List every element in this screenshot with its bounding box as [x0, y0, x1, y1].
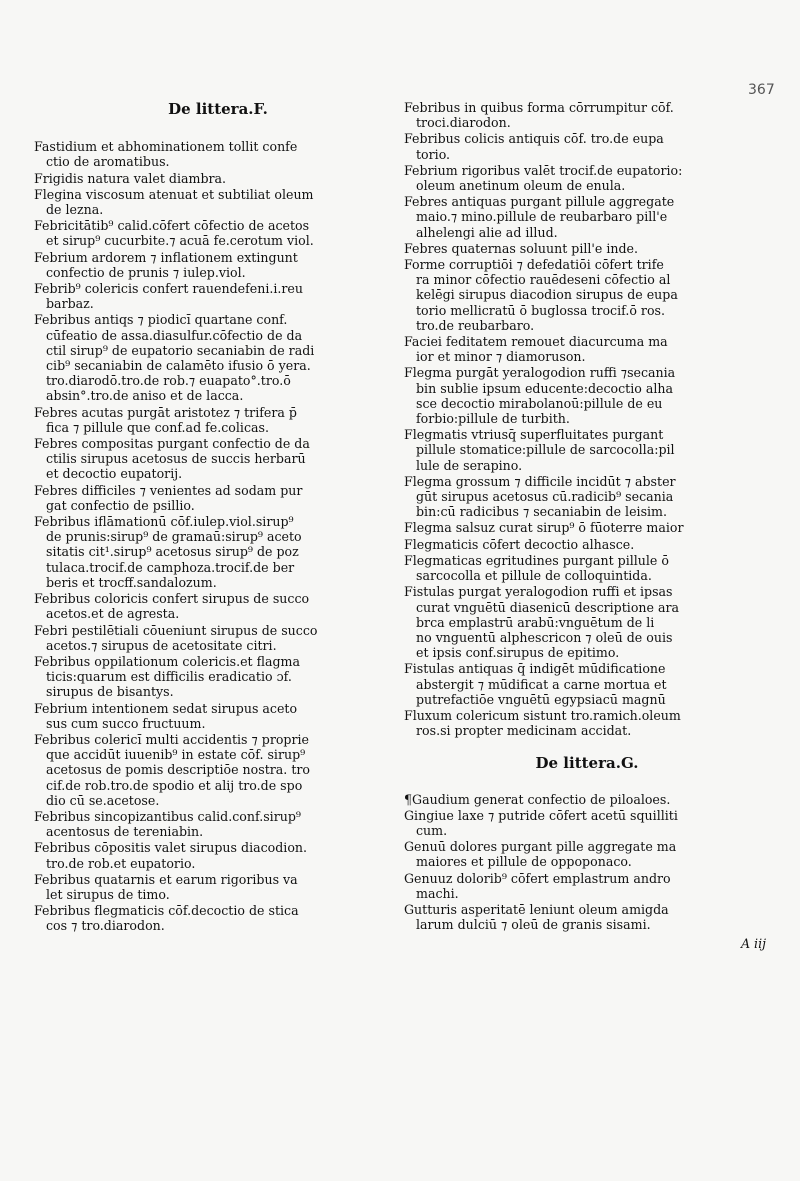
entry-continuation-line: bin:cū radicibus ⁊ secaniabin de leisim. [416, 504, 668, 520]
entry-first-line: Fistulas purgat yeralogodion ruffi et ipsas [404, 584, 673, 600]
entry [34, 187, 402, 217]
entry-continuation-line: tro.diarodō.tro.de rob.⁊ euapato°.tro.ō [46, 373, 291, 389]
entry-first-line: Febrib⁹ colericis confert rauendefeni.i.reu [34, 281, 303, 297]
entry-first-line: Febribus coloricis confert sirupus de succo [34, 591, 310, 607]
entry-continuation-line: oleum anetinum oleum de enula. [416, 178, 626, 194]
entry [404, 792, 770, 807]
entry-continuation-line: ticis:quarum est difficilis eradicatio ɔf. [46, 669, 292, 685]
entry-continuation-line: cif.de rob.tro.de spodio et alij tro.de spo [46, 777, 303, 793]
entry [404, 365, 770, 426]
entry [34, 139, 402, 169]
entry-first-line: Forme corruptiōi ⁊ defedatiōi cōfert trife [404, 257, 664, 273]
section-heading-f: De littera.F. [168, 100, 268, 118]
entry-first-line: Febrium intentionem sedat sirupus aceto [34, 700, 298, 716]
entry-continuation-line: gat confectio de psillio. [46, 497, 195, 513]
entry-first-line: Fastidium et abhominationem tollit confe [34, 139, 298, 155]
entry-first-line: Genuū dolores purgant pille aggregate ma [404, 839, 677, 855]
entry [34, 809, 402, 839]
entry-continuation-line: no vnguentū alphescricon ⁊ oleū de ouis [416, 629, 673, 645]
entry [34, 405, 402, 435]
entry-first-line: Febrium rigoribus valēt trocif.de eupatorio: [404, 162, 683, 178]
entry-continuation-line: de prunis:sirup⁹ de gramaū:sirup⁹ aceto [46, 529, 302, 545]
entry-continuation-line: putrefactiōe vnguētū egypsiacū magnū [416, 691, 666, 707]
entry [34, 591, 402, 621]
entry [34, 436, 402, 482]
entry-continuation-line: et sirup⁹ cucurbite.⁊ acuā fe.cerotum viol. [46, 233, 314, 249]
entry [34, 654, 402, 700]
entry-continuation-line: cos ⁊ tro.diarodon. [46, 918, 165, 934]
entry-continuation-line: dio cū se.acetose. [46, 792, 160, 808]
entry [34, 514, 402, 590]
entry-first-line: Febres difficiles ⁊ venientes ad sodam pur [34, 482, 303, 498]
entry-first-line: Febri pestilētiali cōueniunt sirupus de succo [34, 622, 318, 638]
entry-first-line: Gingiue laxe ⁊ putride cōfert acetū squilliti [404, 807, 678, 823]
entry [404, 334, 770, 364]
entry-continuation-line: cum. [416, 822, 448, 838]
entry-first-line: Fistulas antiquas q̄ indigēt mūdificatione [404, 661, 666, 677]
entry [34, 732, 402, 808]
right-column [404, 100, 770, 952]
entry [404, 553, 770, 583]
entry [404, 100, 770, 130]
entry [404, 537, 770, 552]
entry-first-line: Febres acutas purgāt aristotez ⁊ trifera p̄ [34, 404, 297, 420]
entry-continuation-line: fica ⁊ pillule que conf.ad fe.colicas. [46, 419, 269, 435]
entry-continuation-line: tro.de reubarbaro. [416, 317, 535, 333]
left-column [34, 100, 402, 935]
entry-first-line: Febribus colericı̄ multi accidentis ⁊ proprie [34, 731, 309, 747]
entry-first-line: Flegma salsuz curat sirup⁹ ō fūoterre maior [404, 520, 684, 536]
entry [34, 483, 402, 513]
entry [404, 131, 770, 161]
entry-first-line: ¶Gaudium generat confectio de piloaloes. [404, 791, 671, 807]
entry-continuation-line: larum dulciū ⁊ oleū de granis sisami. [416, 917, 651, 933]
entry-continuation-line: de lezna. [46, 202, 104, 218]
entry [34, 872, 402, 902]
entry [404, 194, 770, 240]
entry-first-line: Flegma grossum ⁊ difficile incidūt ⁊ abster [404, 473, 676, 489]
entry-continuation-line: tulaca.trocif.de camphoza.trocif.de ber [46, 559, 295, 575]
entry-continuation-line: acetos.et de agresta. [46, 606, 180, 622]
entry-first-line: Febribus antiqs ⁊ piodicı̄ quartane conf. [34, 312, 288, 328]
entry [404, 708, 770, 738]
entry [404, 427, 770, 473]
entry-first-line: Febribus cōpositis valet sirupus diacodion. [34, 840, 308, 856]
entry-continuation-line: ctilis sirupus acetosus de succis herbarū [46, 451, 306, 467]
entry-continuation-line: brca emplastrū arabū:vnguētum de li [416, 614, 655, 630]
signature-mark: A iij [740, 936, 766, 952]
entry-first-line: Febribus oppilationum colericis.et flagma [34, 653, 301, 669]
entry-continuation-line: confectio de prunis ⁊ iulep.viol. [46, 264, 246, 280]
entry [404, 808, 770, 838]
entry-continuation-line: sarcocolla et pillule de colloquintida. [416, 568, 652, 584]
entry-continuation-line: maio.⁊ mino.pillule de reubarbaro pill'e [416, 209, 668, 225]
right-entries [404, 100, 770, 738]
entry-continuation-line: abstergit ⁊ mūdificat a carne mortua et [416, 676, 667, 692]
entry-continuation-line: que accidūt iuuenib⁹ in estate cōf. sirup⁹ [46, 747, 306, 763]
entry-continuation-line: lule de serapino. [416, 457, 523, 473]
entry-continuation-line: bin sublie ipsum educente:decoctio alha [416, 380, 673, 396]
entry-continuation-line: troci.diarodon. [416, 115, 511, 131]
entry-continuation-line: beris et trocff.sandalozum. [46, 574, 217, 590]
entry-first-line: Febribus iflāmationū cōf.iulep.viol.sirup⁹ [34, 514, 294, 530]
entry-first-line: Febres quaternas soluunt pill'e inde. [404, 240, 638, 256]
entry [34, 903, 402, 933]
entry-first-line: Faciei feditatem remouet diacurcuma ma [404, 334, 668, 350]
entry-continuation-line: et decoctio eupatorij. [46, 466, 183, 482]
left-entries [34, 139, 402, 933]
entry-first-line: Febribus sincopizantibus calid.conf.sirup⁹ [34, 808, 301, 824]
entry-continuation-line: sce decoctio mirabolanoū:pillule de eu [416, 395, 663, 411]
entry-continuation-line: ctio de aromatibus. [46, 154, 170, 170]
entry [404, 584, 770, 660]
entry-first-line: Febribus in quibus forma cōrrumpitur cōf. [404, 100, 674, 115]
entry-continuation-line: et ipsis conf.sirupus de epitimo. [416, 645, 620, 661]
entry [404, 520, 770, 535]
entry-continuation-line: machi. [416, 885, 459, 901]
entry [34, 171, 402, 186]
entry-continuation-line: sirupus de bisantys. [46, 684, 174, 700]
entry-continuation-line: sus cum succo fructuum. [46, 715, 206, 731]
entry-continuation-line: torio mellicratū ō buglossa trocif.ō ros. [416, 302, 665, 318]
entry [404, 257, 770, 333]
entry-continuation-line: ra minor cōfectio rauēdeseni cōfectio al [416, 272, 671, 288]
entry-first-line: Flegmatis vtriusq̄ superfluitates purgant [404, 427, 664, 443]
entry-continuation-line: kelēgi sirupus diacodion sirupus de eupa [416, 287, 678, 303]
entry-continuation-line: cūfeatio de assa.diasulfur.cōfectio de da [46, 327, 303, 343]
entry-first-line: Fluxum colericum sistunt tro.ramich.oleum [404, 707, 681, 723]
entry-continuation-line: ctil sirup⁹ de eupatorio secaniabin de radi [46, 342, 315, 358]
entry-continuation-line: alhelengi alie ad illud. [416, 224, 558, 240]
entry [34, 623, 402, 653]
entry-continuation-line: gūt sirupus acetosus cū.radicib⁹ secania [416, 489, 674, 505]
entry-first-line: Gutturis asperitatē leniunt oleum amigda [404, 901, 669, 917]
entry-first-line: Flegmaticis cōfert decoctio alhasce. [404, 536, 635, 552]
entry-continuation-line: forbio:pillule de turbith. [416, 411, 570, 427]
entry-continuation-line: acetosus de pomis descriptiōe nostra. tro [46, 762, 310, 778]
entry-continuation-line: absin°.tro.de aniso et de lacca. [46, 388, 244, 404]
entry-continuation-line: tro.de rob.et eupatorio. [46, 855, 196, 871]
entry-first-line: Genuuz dolorib⁹ cōfert emplastrum andro [404, 870, 671, 886]
entry-first-line: Febres compositas purgant confectio de da [34, 436, 310, 452]
entry-continuation-line: torio. [416, 146, 451, 162]
entry-continuation-line: pillule stomatice:pillule de sarcocolla:pil [416, 442, 675, 458]
entry [34, 312, 402, 403]
entry-first-line: Flegmaticas egritudines purgant pillule ō [404, 552, 669, 568]
entry-first-line: Febrium ardorem ⁊ inflationem extingunt [34, 249, 298, 265]
entry-continuation-line: sitatis cit¹.sirup⁹ acetosus sirup⁹ de poz [46, 544, 299, 560]
section-heading-g: De littera.G. [535, 754, 639, 773]
entry-continuation-line: cib⁹ secaniabin de calamēto ifusio ō yera. [46, 358, 311, 374]
entry [404, 474, 770, 520]
entry-continuation-line: let sirupus de timo. [46, 886, 170, 902]
entry [404, 163, 770, 193]
entry-first-line: Flegma purgāt yeralogodion ruffi ⁊secania [404, 365, 676, 381]
right-entries-g [404, 792, 770, 933]
folio-number: 367 [748, 82, 775, 98]
entry [404, 241, 770, 256]
entry-first-line: Febricitātib⁹ calid.cōfert cōfectio de acetos [34, 218, 310, 234]
entry-continuation-line: ros.si propter medicinam accidat. [416, 723, 632, 739]
entry [34, 218, 402, 248]
entry [404, 839, 770, 869]
entry-continuation-line: maiores et pillule de oppoponaco. [416, 854, 632, 870]
entry-first-line: Frigidis natura valet diambra. [34, 170, 227, 186]
entry-continuation-line: ior et minor ⁊ diamoruson. [416, 349, 586, 365]
entry [34, 250, 402, 280]
entry [34, 281, 402, 311]
entry-first-line: Flegina viscosum atenuat et subtiliat oleum [34, 186, 314, 202]
entry-continuation-line: acetos.⁊ sirupus de acetositate citri. [46, 637, 277, 653]
entry-continuation-line: curat vnguētū diasenicū descriptione ara [416, 599, 680, 615]
entry-continuation-line: acentosus de tereniabin. [46, 824, 204, 840]
entry-first-line: Febribus quatarnis et earum rigoribus va [34, 871, 298, 887]
entry [34, 840, 402, 870]
entry-continuation-line: barbaz. [46, 296, 94, 312]
entry-first-line: Febres antiquas purgant pillule aggregate [404, 194, 675, 210]
entry [404, 871, 770, 901]
entry-first-line: Febribus flegmaticis cōf.decoctio de stica [34, 903, 299, 919]
entry [404, 661, 770, 707]
entry-first-line: Febribus colicis antiquis cōf. tro.de eupa [404, 131, 664, 147]
entry [404, 902, 770, 932]
entry [34, 701, 402, 731]
